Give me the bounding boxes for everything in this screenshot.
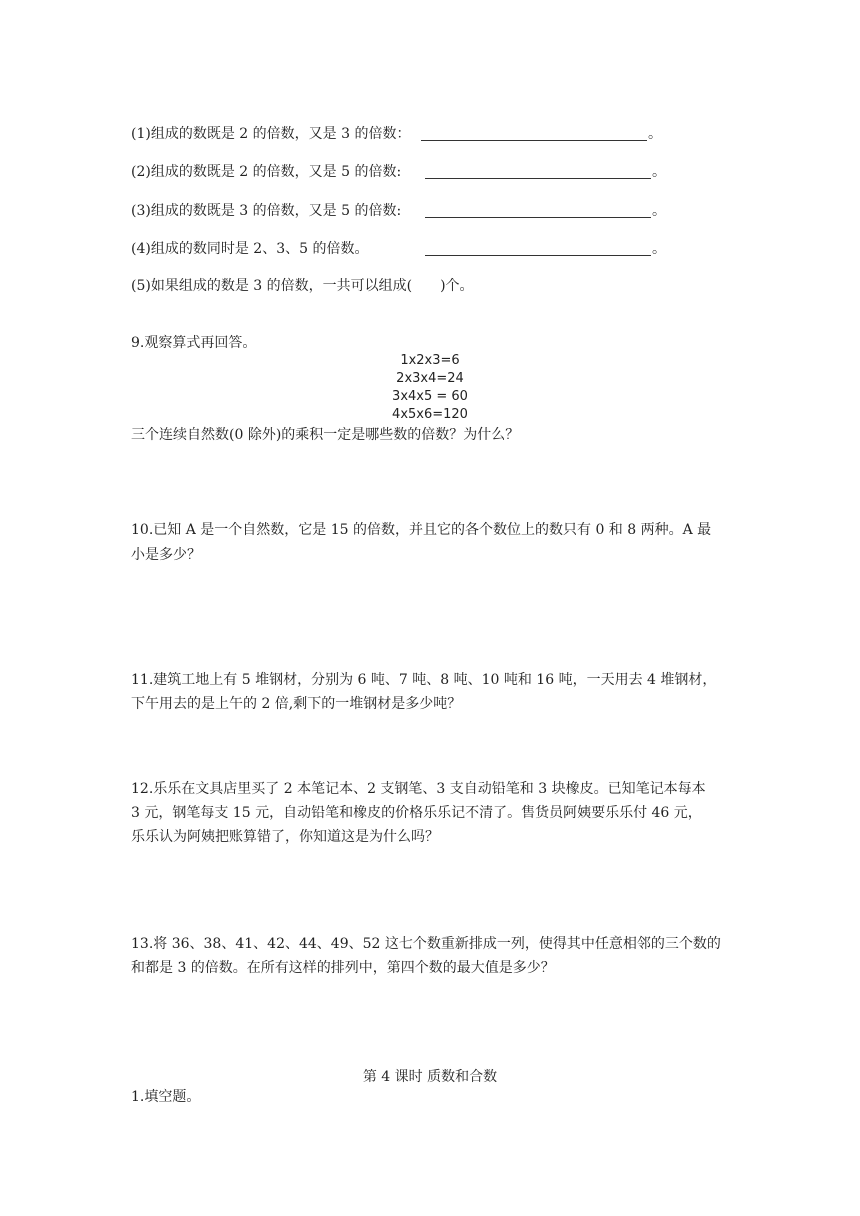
question-12-line-3: 乐乐认为阿姨把账算错了，你知道这是为什么吗？ <box>131 829 439 845</box>
question-8-5: (5)如果组成的数是 3 的倍数，一共可以组成( )个。 <box>131 278 474 294</box>
answer-blank-8-4[interactable] <box>425 255 651 256</box>
question-11-line-1: 11.建筑工地上有 5 堆钢材，分别为 6 吨、7 吨、8 吨、10 吨和 16 吨，一天用去 4 堆钢材， <box>131 672 717 688</box>
period-8-2: 。 <box>652 164 666 180</box>
equation-3: 3x4x5 = 60 <box>392 389 468 404</box>
question-12-line-1: 12.乐乐在文具店里买了 2 本笔记本、2 支钢笔、3 支自动铅笔和 3 块橡皮。已知笔记本每本 <box>131 781 706 797</box>
lesson-title: 第 4 课时 质数和合数 <box>362 1069 498 1085</box>
question-8-4: (4)组成的数同时是 2、3、5 的倍数。 <box>131 241 369 257</box>
question-9-text: 三个连续自然数(0 除外)的乘积一定是哪些数的倍数？为什么？ <box>131 427 520 443</box>
question-8-1: (1)组成的数既是 2 的倍数，又是 3 的倍数： <box>131 126 411 142</box>
answer-blank-8-1[interactable] <box>421 140 647 141</box>
question-9-title: 9.观察算式再回答。 <box>131 335 257 351</box>
answer-blank-8-2[interactable] <box>425 178 651 179</box>
question-12-line-2: 3 元，钢笔每支 15 元，自动铅笔和橡皮的价格乐乐记不清了。售货员阿姨要乐乐付 46 元， <box>131 805 702 821</box>
period-8-4: 。 <box>652 241 666 257</box>
question-13-line-1: 13.将 36、38、41、42、44、49、52 这七个数重新排成一列，使得其中任意相邻的三个数的 <box>131 936 721 952</box>
question-10-line-2: 小是多少？ <box>131 547 201 563</box>
equation-1: 1x2x3=6 <box>400 353 460 368</box>
period-8-1: 。 <box>648 126 662 142</box>
fill-in-blank-heading: 1.填空题。 <box>131 1089 201 1105</box>
equation-2: 2x3x4=24 <box>396 371 464 386</box>
question-13-line-2: 和都是 3 的倍数。在所有这样的排列中，第四个数的最大值是多少？ <box>131 960 555 976</box>
question-10-line-1: 10.已知 A 是一个自然数，它是 15 的倍数，并且它的各个数位上的数只有 0 和 8 两种。A 最 <box>131 522 712 538</box>
question-8-2: (2)组成的数既是 2 的倍数，又是 5 的倍数: <box>131 164 402 180</box>
question-11-line-2: 下午用去的是上午的 2 倍,剩下的一堆钢材是多少吨？ <box>131 696 462 712</box>
period-8-3: 。 <box>652 203 666 219</box>
answer-blank-8-3[interactable] <box>425 217 651 218</box>
question-8-3: (3)组成的数既是 3 的倍数，又是 5 的倍数: <box>131 203 402 219</box>
equation-4: 4x5x6=120 <box>392 407 468 422</box>
